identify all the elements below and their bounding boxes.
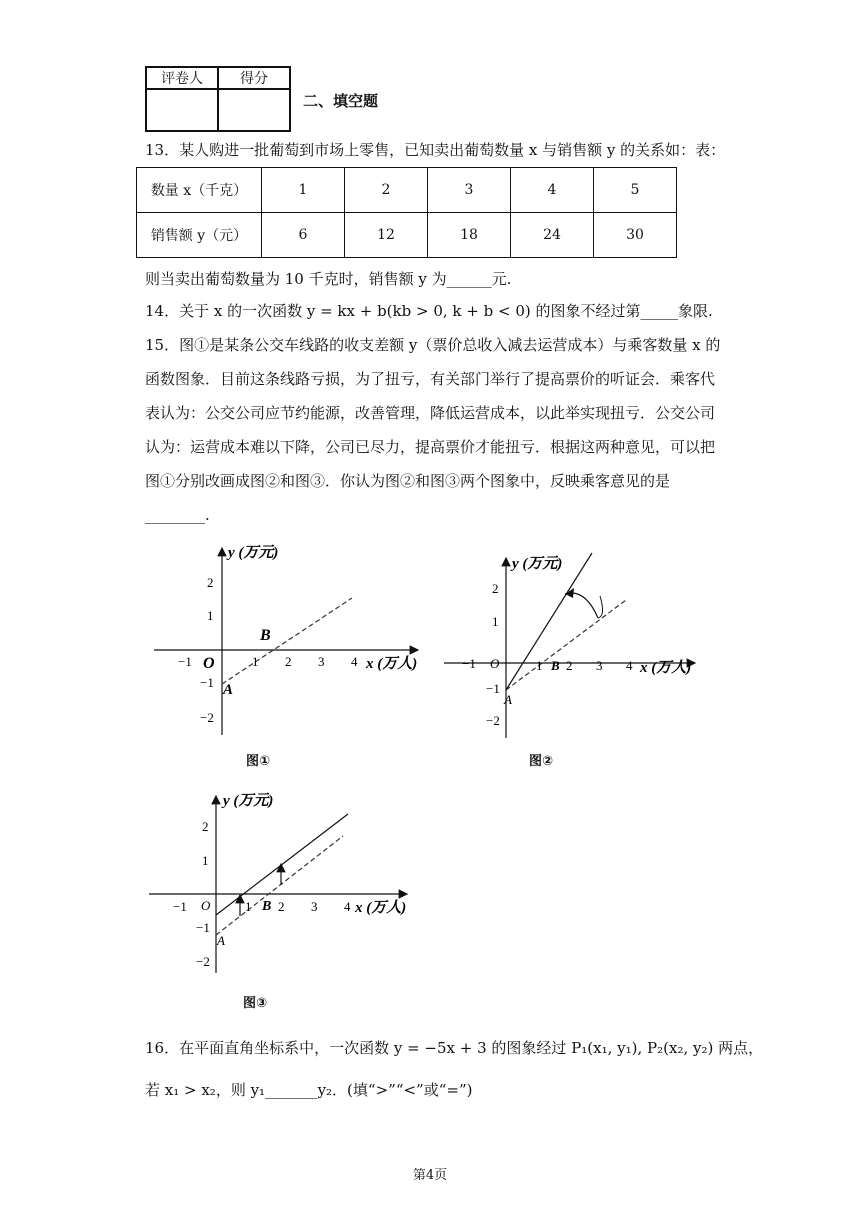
x-tick: −1 bbox=[178, 654, 192, 669]
section-title: 二、填空题 bbox=[303, 92, 379, 110]
q16-line-1: 16．在平面直角坐标系中，一次函数 y = −5x + 3 的图象经过 P₁(x₁, y₁), P₂(x₂, y₂) 两点， bbox=[145, 1039, 764, 1057]
figure-1 bbox=[150, 540, 430, 740]
x-tick: 1 bbox=[536, 658, 543, 673]
y-tick: 2 bbox=[492, 581, 499, 596]
origin-label: O bbox=[490, 656, 500, 671]
y-tick: −2 bbox=[196, 954, 210, 969]
q13-cell: 2 bbox=[345, 168, 428, 213]
x-tick: 1 bbox=[252, 654, 259, 669]
q13-cell: 1 bbox=[262, 168, 345, 213]
q13-cell: 3 bbox=[428, 168, 511, 213]
q13-text: 13．某人购进一批葡萄到市场上零售，已知卖出葡萄数量 x 与销售额 y 的关系如：表： bbox=[145, 141, 726, 159]
y-axis-label: y (万元) bbox=[228, 545, 279, 561]
y-tick: −2 bbox=[200, 710, 214, 725]
figure-3 bbox=[145, 788, 425, 978]
x-tick: 4 bbox=[351, 654, 358, 669]
q13-cell: 24 bbox=[511, 213, 594, 258]
x-tick: 3 bbox=[311, 899, 318, 914]
point-b-label: B bbox=[260, 627, 271, 644]
q13-cell: 6 bbox=[262, 213, 345, 258]
y-axis-label: y (万元) bbox=[223, 793, 274, 809]
y-tick: −2 bbox=[486, 713, 500, 728]
score-header-score: 得分 bbox=[218, 67, 290, 89]
x-axis-label: x (万人) bbox=[355, 900, 407, 916]
x-tick: 1 bbox=[245, 899, 252, 914]
score-cell-grader[interactable] bbox=[146, 89, 218, 131]
score-table bbox=[145, 66, 291, 132]
q13-cell: 5 bbox=[594, 168, 677, 213]
rotation-arc bbox=[598, 596, 603, 618]
x-tick: −1 bbox=[462, 656, 476, 671]
x-axis-label: x (万人) bbox=[366, 656, 418, 672]
x-tick: 2 bbox=[285, 654, 292, 669]
y-tick: 2 bbox=[202, 819, 209, 834]
y-tick: −1 bbox=[196, 920, 210, 935]
table-row bbox=[137, 168, 677, 213]
origin-label: O bbox=[201, 898, 211, 913]
q15-line-1: 15．图①是某条公交车线路的收支差额 y（票价总收入减去运营成本）与乘客数量 x 的 bbox=[145, 336, 721, 354]
table-row bbox=[137, 213, 677, 258]
q13-table bbox=[136, 167, 677, 258]
point-b-label: B bbox=[551, 658, 560, 673]
x-tick: 2 bbox=[566, 658, 573, 673]
graph-dashed-line bbox=[222, 598, 352, 684]
q13-cell: 4 bbox=[511, 168, 594, 213]
y-tick: 1 bbox=[207, 608, 214, 623]
q15-line-2: 函数图象．目前这条线路亏损，为了扭亏，有关部门举行了提高票价的听证会．乘客代 bbox=[145, 370, 716, 388]
q13-row2-label: 销售额 y（元） bbox=[137, 213, 262, 258]
figure-2 bbox=[440, 548, 710, 743]
graph-dashed-line bbox=[216, 836, 343, 935]
score-header-grader: 评卷人 bbox=[146, 67, 218, 89]
x-tick: −1 bbox=[173, 899, 187, 914]
point-a-label: A bbox=[504, 692, 512, 707]
y-axis-label: y (万元) bbox=[512, 556, 563, 572]
x-tick: 3 bbox=[318, 654, 325, 669]
q15-line-4: 认为：运营成本难以下降，公司已尽力，提高票价才能扭亏．根据这两种意见，可以把 bbox=[145, 438, 716, 456]
x-tick: 4 bbox=[626, 658, 633, 673]
graph-dashed-line bbox=[506, 600, 626, 690]
point-a-label: A bbox=[223, 682, 234, 698]
rotation-arrow bbox=[565, 593, 598, 618]
q15-line-3: 表认为：公交公司应节约能源，改善管理，降低运营成本，以此举实现扭亏．公交公司 bbox=[145, 404, 716, 422]
y-tick: 1 bbox=[202, 853, 209, 868]
q13-cell: 12 bbox=[345, 213, 428, 258]
q13-row1-label: 数量 x（千克） bbox=[137, 168, 262, 213]
x-tick: 4 bbox=[344, 899, 351, 914]
figure-1-caption: 图① bbox=[246, 754, 271, 769]
q13-followup: 则当卖出葡萄数量为 10 千克时，销售额 y 为______元. bbox=[145, 270, 512, 288]
x-axis-label: x (万人) bbox=[640, 660, 692, 676]
x-tick: 2 bbox=[278, 899, 285, 914]
point-b-label: B bbox=[262, 899, 272, 914]
y-tick: −1 bbox=[486, 681, 500, 696]
y-tick: 1 bbox=[492, 614, 499, 629]
q13-cell: 18 bbox=[428, 213, 511, 258]
page-number: 第4页 bbox=[412, 1168, 448, 1183]
origin-label: O bbox=[203, 655, 215, 672]
score-cell-score[interactable] bbox=[218, 89, 290, 131]
x-tick: 3 bbox=[596, 658, 603, 673]
point-a-label: A bbox=[217, 933, 225, 948]
figure-3-caption: 图③ bbox=[243, 996, 268, 1011]
graph-solid-line bbox=[506, 553, 592, 690]
q16-line-2: 若 x₁ > x₂，则 y₁_______y₂．(填“>”“<”或“=”) bbox=[145, 1081, 473, 1099]
y-tick: −1 bbox=[200, 675, 214, 690]
q15-line-6: ________. bbox=[145, 506, 210, 524]
q13-cell: 30 bbox=[594, 213, 677, 258]
q14-text: 14．关于 x 的一次函数 y = kx + b(kb > 0, k + b < 0) 的图象不经过第_____象限. bbox=[145, 302, 713, 320]
figure-2-caption: 图② bbox=[529, 754, 554, 769]
q15-line-5: 图①分别改画成图②和图③．你认为图②和图③两个图象中，反映乘客意见的是 bbox=[145, 472, 671, 490]
y-tick: 2 bbox=[207, 575, 214, 590]
